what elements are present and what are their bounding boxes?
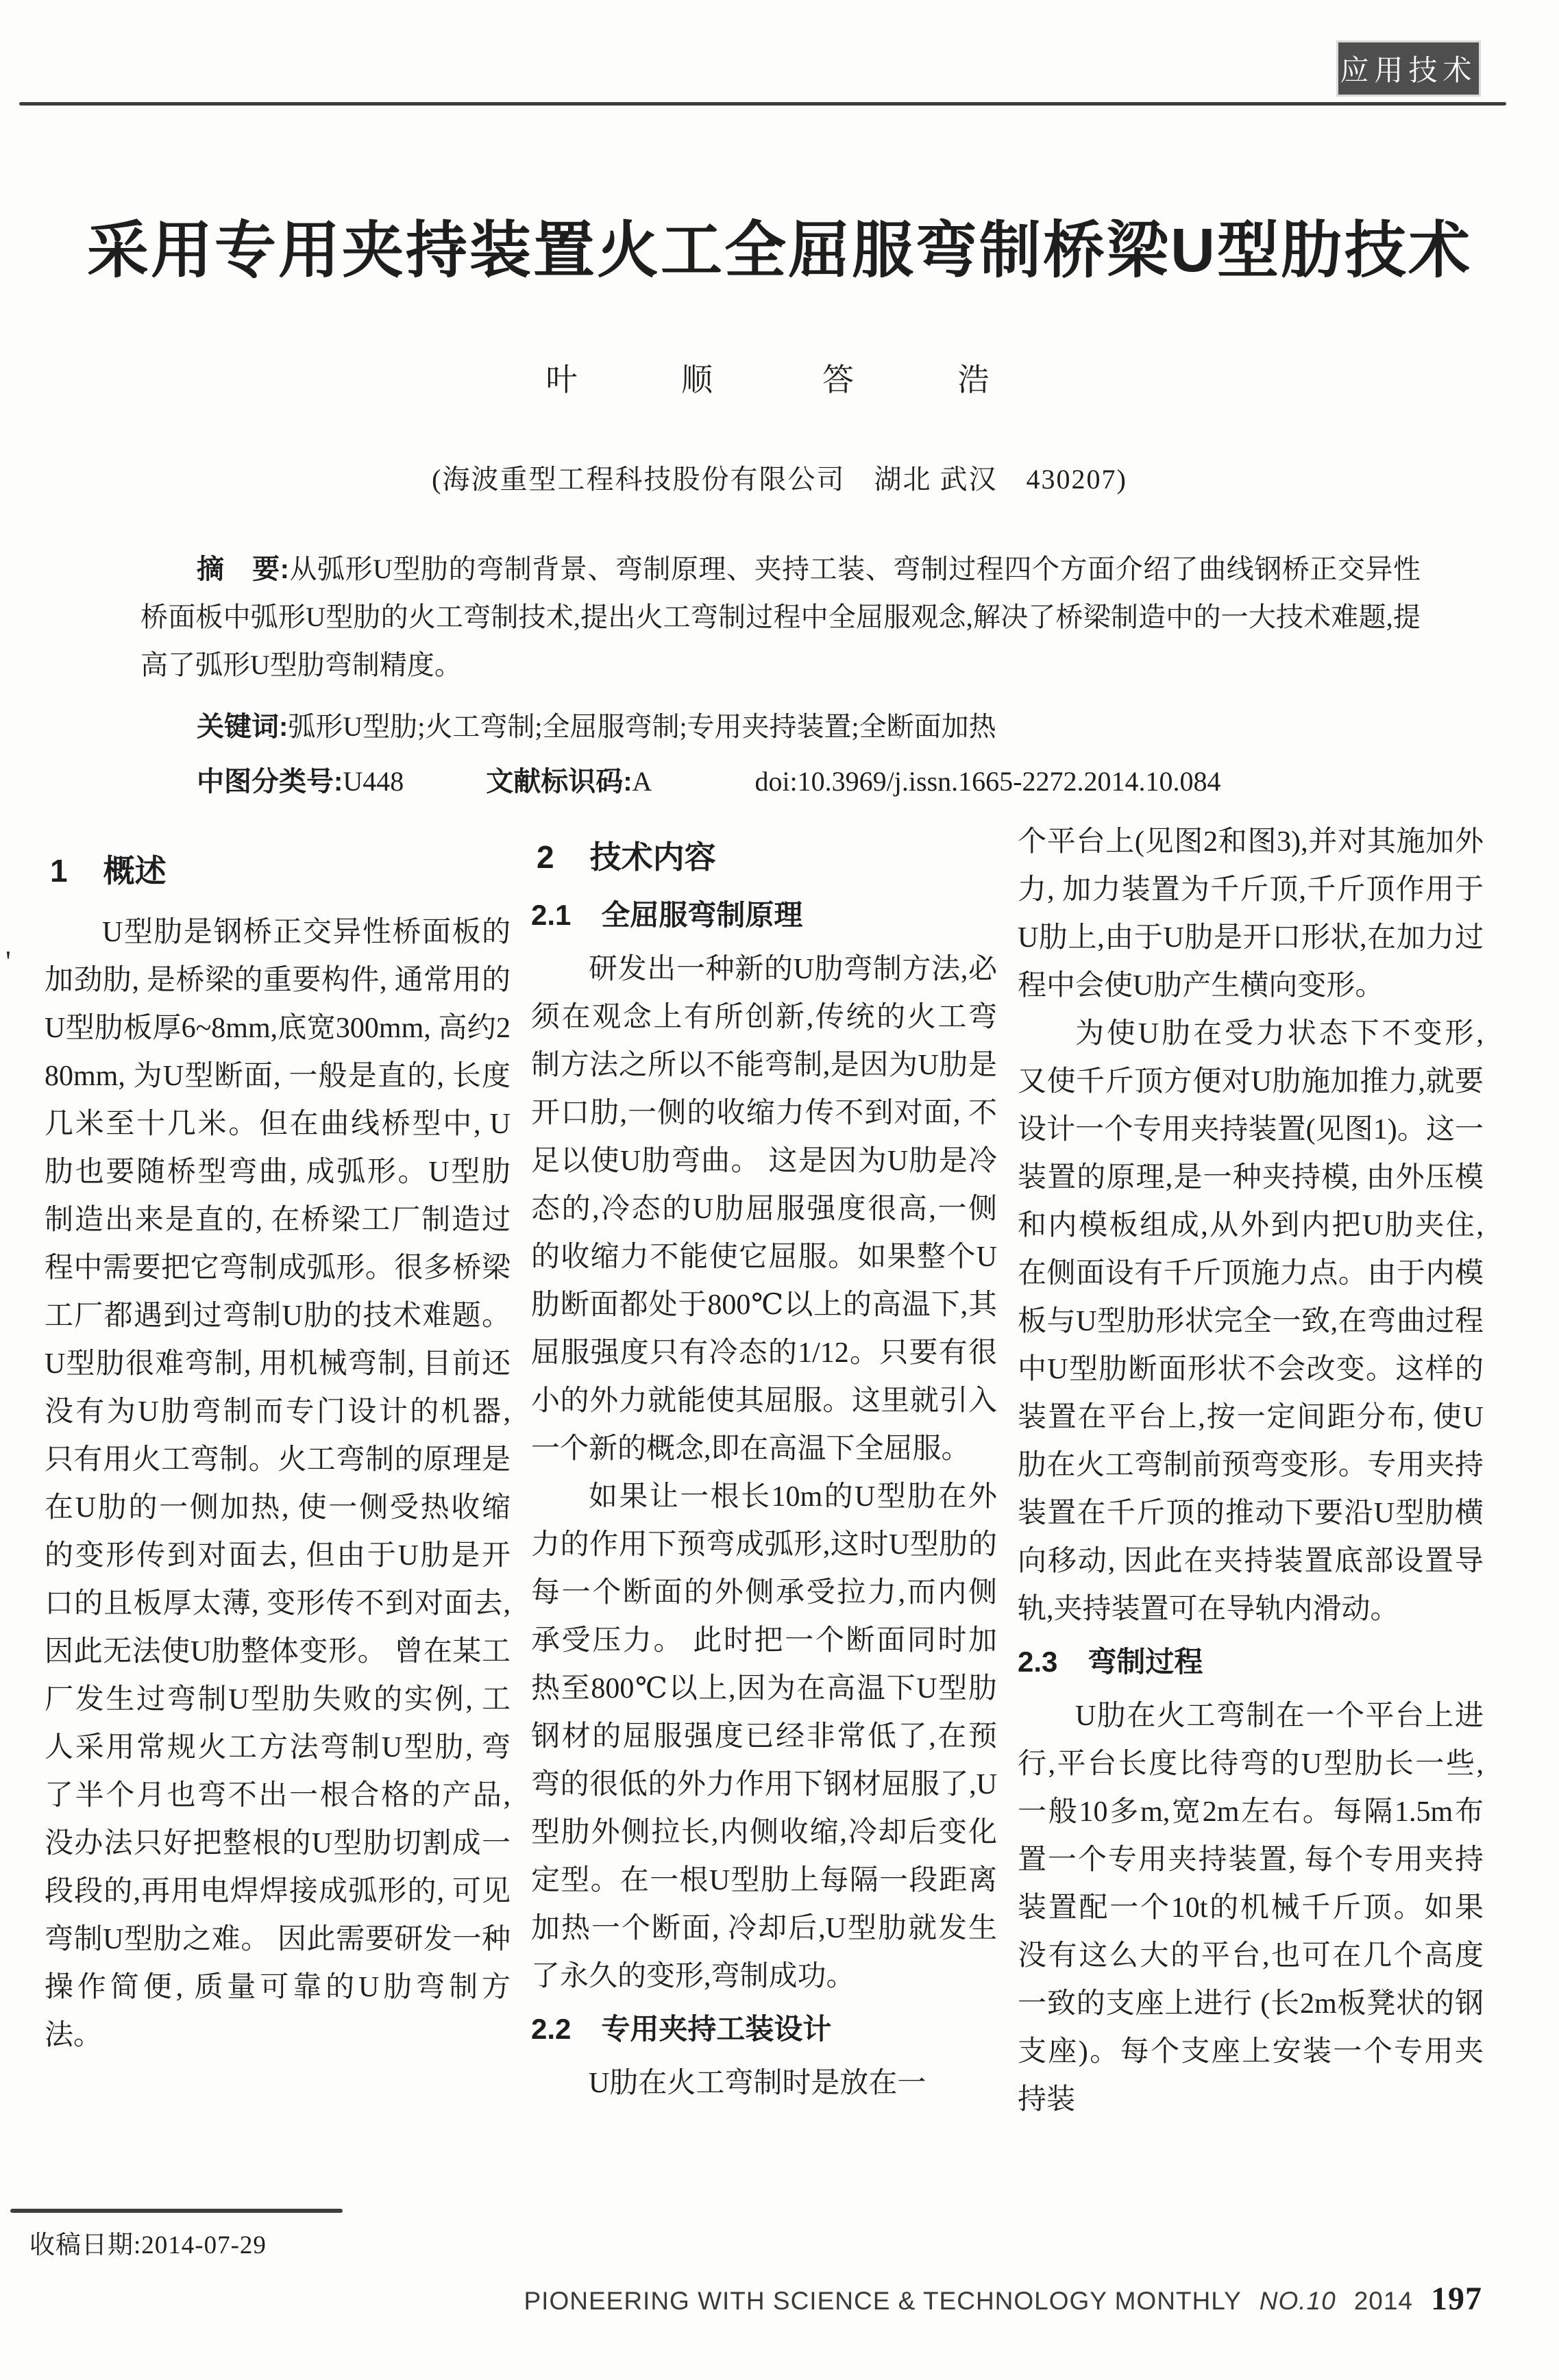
- doc-code-label: 文献标识码:: [486, 767, 633, 797]
- section-heading-1: [50, 850, 511, 892]
- section-number: 1: [50, 853, 68, 889]
- footnote-rule: [10, 2209, 343, 2213]
- author-name: 答 浩: [822, 362, 1038, 397]
- abstract-text: 从弧形U型肋的弯制背景、弯制原理、夹持工装、弯制过程四个方面介绍了曲线钢桥正交异性桥面板中弧形U型肋的火工弯制技术,提出火工弯制过程中全屈服观念,解决了桥梁制造中的一大技术难题,提高了弧形U型肋弯制精度。: [140, 554, 1421, 680]
- subsection-heading-2-1: [531, 895, 997, 936]
- received-date-value: 2014-07-29: [141, 2231, 267, 2259]
- section-title: 概述: [103, 853, 167, 889]
- author-line: [0, 355, 1559, 400]
- subsection-number: 2.2: [531, 2013, 572, 2045]
- journal-name: PIONEERING WITH SCIENCE & TECHNOLOGY MONTHLY: [524, 2287, 1242, 2315]
- header-rule: [19, 102, 1506, 106]
- body-paragraph: 如果让一根长10m的U型肋在外力的作用下预弯成弧形,这时U型肋的每一个断面的外侧承受拉力,而内侧承受压力。 此时把一个断面同时加热至800℃以上,因为在高温下U型肋钢材的屈服强度已经非常低了,在预弯的很低的外力作用下钢材屈服了,U型肋外侧拉长,内侧收缩,冷却后变化定型。在一根U型肋上每隔一段距离加热一个断面, 冷却后,U型肋就发生了永久的变形,弯制成功。: [531, 1481, 997, 1992]
- received-date-label: 收稿日期:: [29, 2231, 142, 2259]
- page-number: 197: [1431, 2281, 1482, 2317]
- column-2: [531, 815, 997, 2192]
- journal-footer: [524, 2280, 1483, 2318]
- doi: doi:10.3969/j.issn.1665-2272.2014.10.084: [754, 766, 1221, 797]
- section-badge: 应用技术: [1338, 42, 1479, 95]
- keywords-label: 关键词:: [197, 712, 289, 742]
- subsection-title: 弯制过程: [1088, 1646, 1203, 1678]
- doc-code-value: A: [632, 766, 652, 797]
- keywords-text: 弧形U型肋;火工弯制;全屈服弯制;专用夹持装置;全断面加热: [288, 711, 996, 742]
- body-paragraph-continued: 个平台上(见图2和图3),并对其施加外力, 加力装置为千斤顶,千斤顶作用于U肋上,由于U肋是开口形状,在加力过程中会使U肋产生横向变形。: [1018, 826, 1484, 1002]
- body-paragraph: 研发出一种新的U肋弯制方法,必须在观念上有所创新,传统的火工弯制方法之所以不能弯制,是因为U肋是开口肋,一侧的收缩力传不到对面, 不足以使U肋弯曲。 这是因为U肋是冷态的,冷态的U肋屈服强度很高,一侧的收缩力不能使它屈服。如果整个U肋断面都处于800℃以上的高温下,其屈服强度只有冷态的1/12。只要有很小的外力就能使其屈服。这里就引入一个新的概念,即在高温下全屈服。: [531, 954, 997, 1465]
- column-3: [1018, 815, 1484, 2192]
- body-paragraph: 为使U肋在受力状态下不变形, 又使千斤顶方便对U肋施加推力,就要设计一个专用夹持装置(见图1)。这一装置的原理,是一种夹持模, 由外压模和内模板组成,从外到内把U肋夹住,在侧面设有千斤顶施力点。由于内模板与U型肋形状完全一致,在弯曲过程中U型肋断面形状不会改变。这样的装置在平台上,按一定间距分布, 使U肋在火工弯制前预弯变形。专用夹持装置在千斤顶的推动下要沿U型肋横向移动, 因此在夹持装置底部设置导轨,夹持装置可在导轨内滑动。: [1018, 1018, 1484, 1625]
- subsection-title: 专用夹持工装设计: [601, 2013, 832, 2045]
- affiliation: (海波重型工程科技股份有限公司 湖北 武汉 430207): [432, 464, 1127, 495]
- author-name: 叶 顺: [545, 362, 761, 397]
- subsection-title: 全屈服弯制原理: [601, 899, 803, 931]
- body-paragraph: U肋在火工弯制时是放在一: [589, 2068, 926, 2099]
- body-paragraph: U肋在火工弯制在一个平台上进行,平台长度比待弯的U型肋长一些, 一般10多m,宽2m左右。每隔1.5m布置一个专用夹持装置, 每个专用夹持装置配一个10t的机械千斤顶。如果没有这么大的平台,也可在几个高度一致的支座上进行 (长2m板凳状的钢支座)。每个支座上安装一个专用夹持装: [1018, 1700, 1484, 2116]
- keywords-line: [140, 703, 1421, 751]
- classification-line: [140, 758, 1421, 806]
- abstract-label: 摘 要:: [197, 554, 289, 584]
- issue-number: NO.10: [1259, 2287, 1336, 2315]
- column-1: [45, 815, 511, 2192]
- subsection-heading-2-3: [1018, 1641, 1484, 1683]
- section-number: 2: [537, 839, 554, 875]
- scan-artifact-mark: ': [5, 945, 11, 978]
- article-title: 采用专用夹持装置火工全屈服弯制桥梁U型肋技术: [87, 216, 1472, 285]
- section-title: 技术内容: [589, 839, 716, 875]
- received-date-line: [29, 2224, 267, 2261]
- article-body: [45, 815, 1484, 2192]
- abstract-paragraph: [140, 545, 1421, 689]
- section-heading-2: [537, 836, 997, 878]
- clc-value: U448: [343, 766, 404, 797]
- subsection-number: 2.1: [531, 899, 572, 931]
- subsection-number: 2.3: [1018, 1646, 1058, 1678]
- body-paragraph: U型肋是钢桥正交异性桥面板的加劲肋, 是桥梁的重要构件, 通常用的U型肋板厚6~8mm,底宽300mm, 高约280mm, 为U型断面, 一般是直的, 长度几米至十几米。但在曲线桥型中, U肋也要随桥型弯曲, 成弧形。U型肋制造出来是直的, 在桥梁工厂制造过程中需要把它弯制成弧形。很多桥梁工厂都遇到过弯制U肋的技术难题。U型肋很难弯制, 用机械弯制, 目前还没有为U肋弯制而专门设计的机器, 只有用火工弯制。火工弯制的原理是在U肋的一侧加热, 使一侧受热收缩的变形传到对面去, 但由于U肋是开口的且板厚太薄, 变形传不到对面去, 因此无法使U肋整体变形。 曾在某工厂发生过弯制U型肋失败的实例, 工人采用常规火工方法弯制U型肋, 弯了半个月也弯不出一根合格的产品, 没办法只好把整根的U型肋切割成一段段的,再用电焊焊接成弧形的, 可见弯制U型肋之难。 因此需要研发一种操作简便, 质量可靠的U肋弯制方法。: [45, 917, 511, 2051]
- abstract-block: [140, 545, 1421, 806]
- year: 2014: [1353, 2287, 1413, 2315]
- subsection-heading-2-2: [531, 2009, 997, 2050]
- clc-label: 中图分类号:: [197, 767, 343, 797]
